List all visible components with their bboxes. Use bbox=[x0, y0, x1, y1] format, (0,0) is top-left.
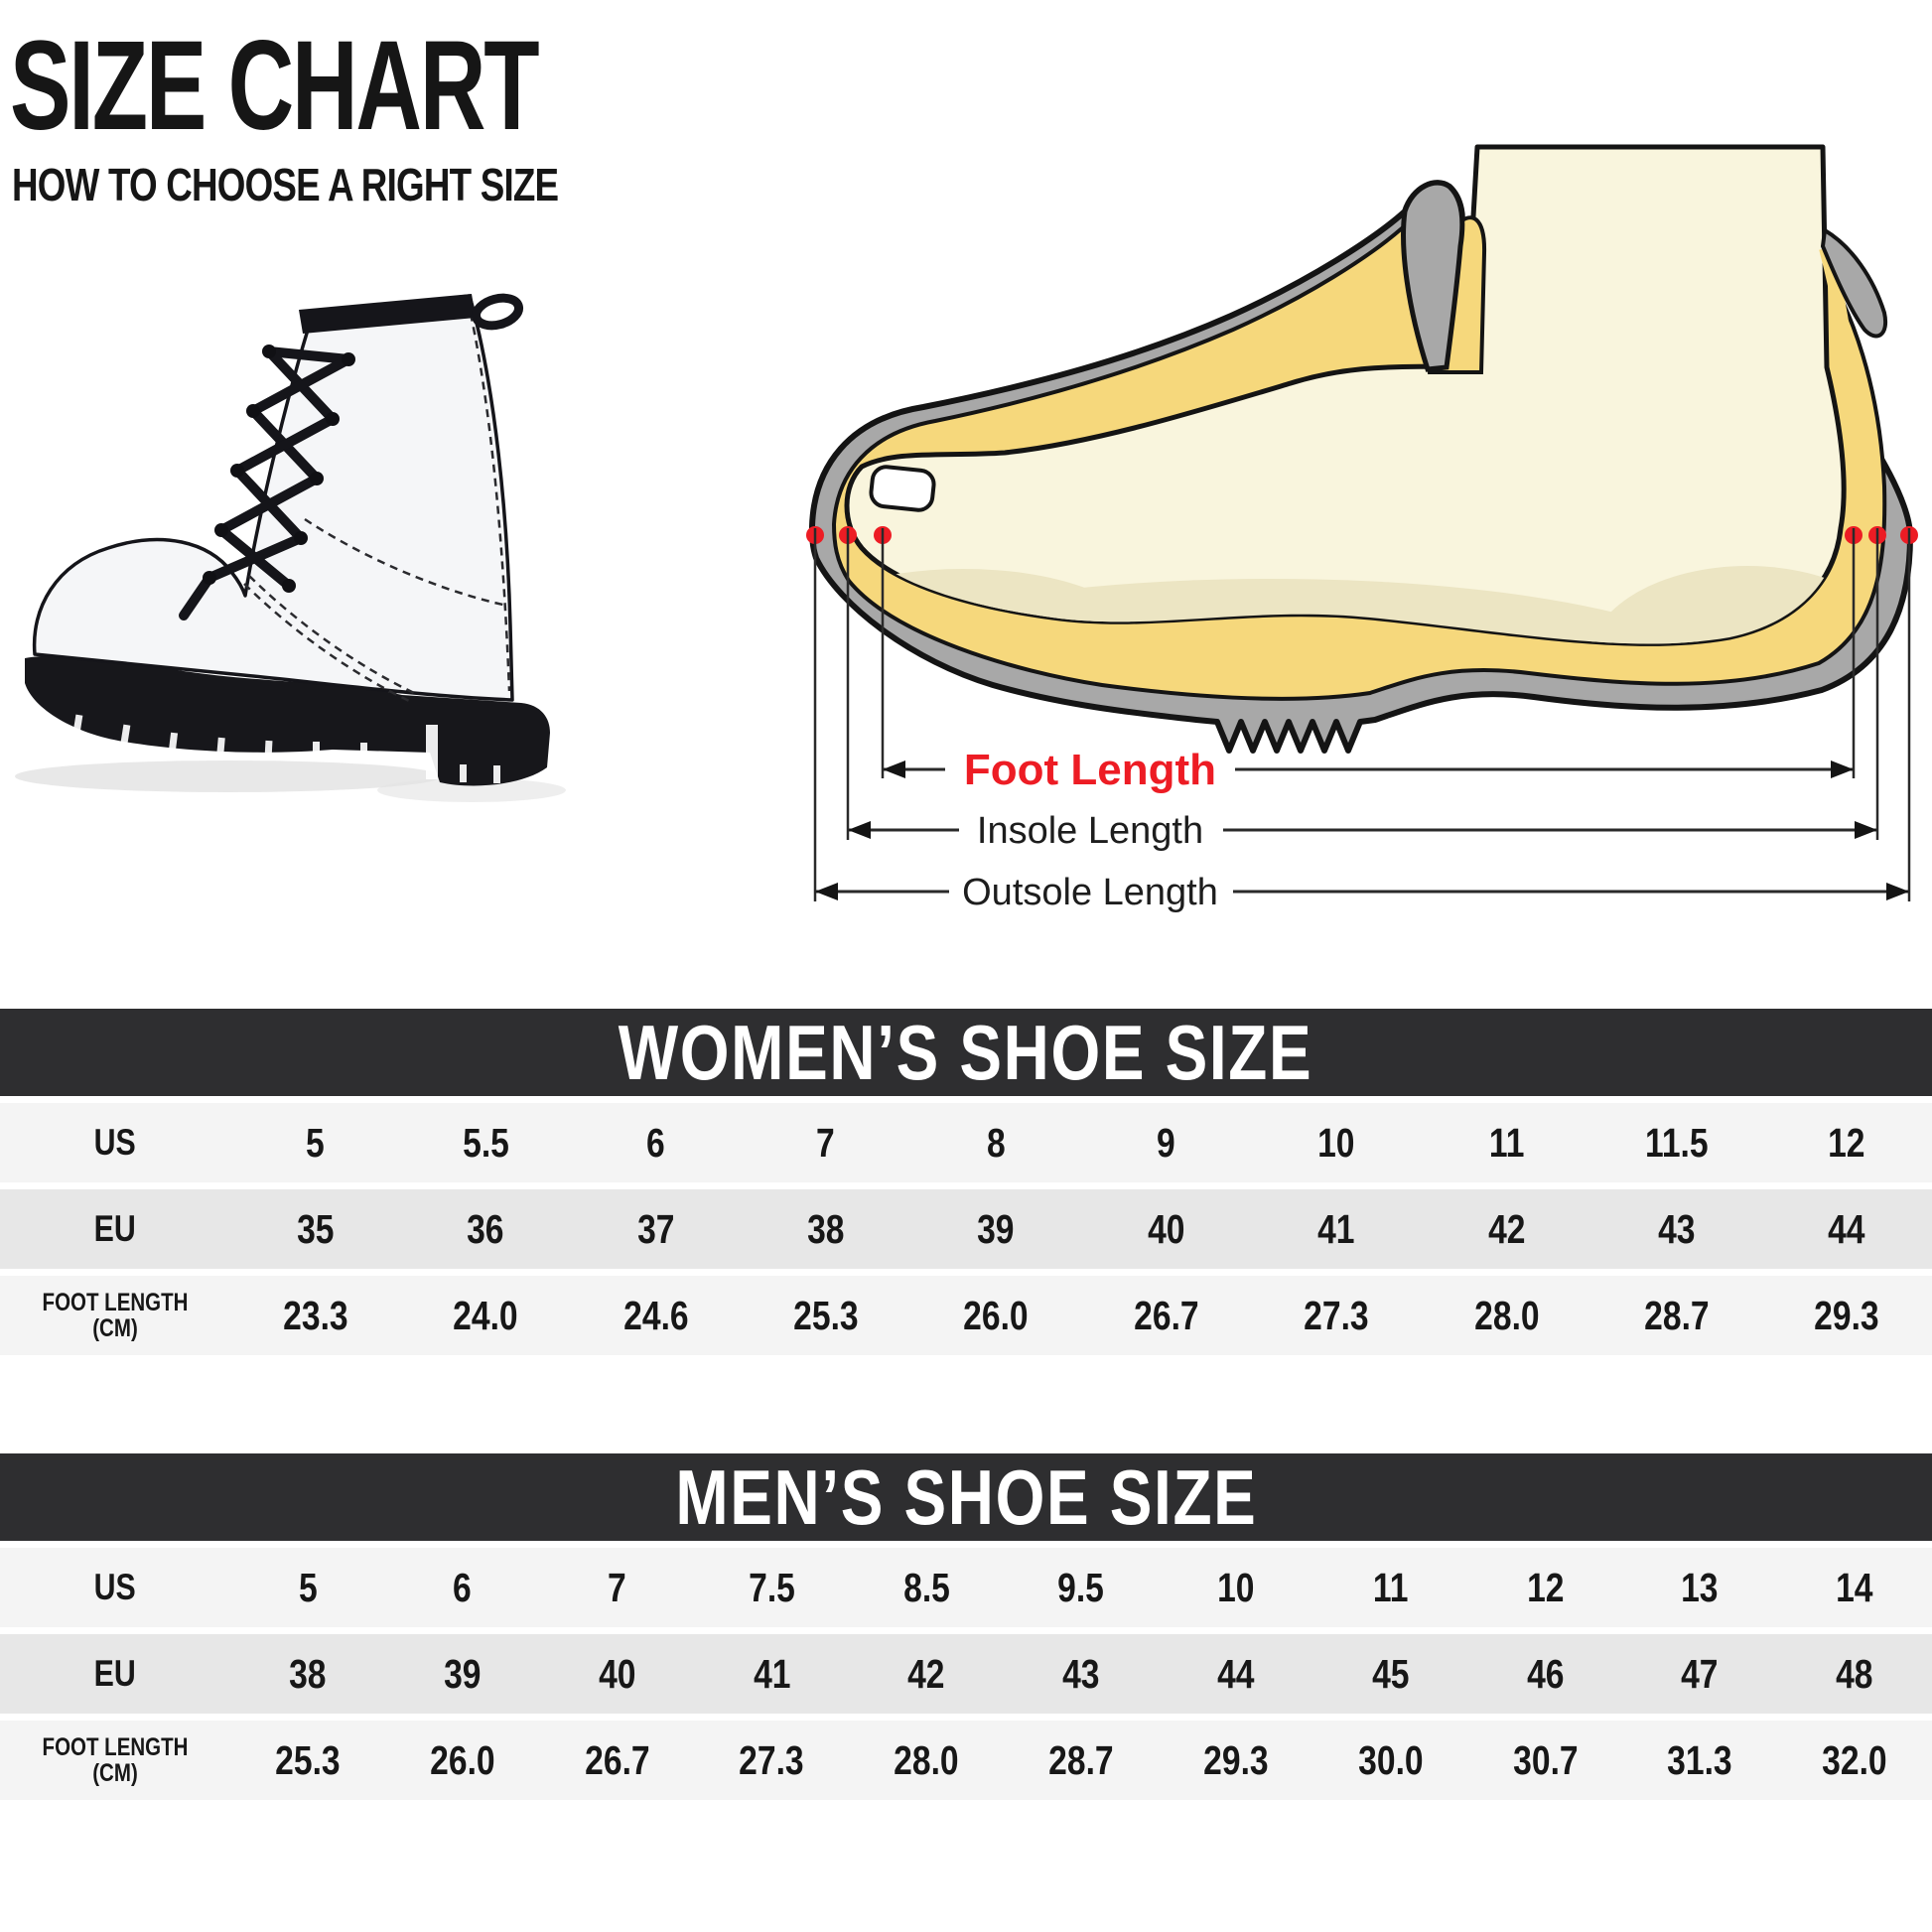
boot-pull-tab bbox=[473, 294, 521, 331]
size-cell: 10 bbox=[1217, 1564, 1255, 1610]
size-cell: 30.0 bbox=[1357, 1736, 1424, 1783]
size-cell: 7 bbox=[816, 1119, 836, 1166]
table-row-us bbox=[0, 1548, 1932, 1627]
size-cell: 39 bbox=[977, 1205, 1015, 1252]
size-cell: 26.7 bbox=[584, 1736, 650, 1783]
size-cell: 41 bbox=[1317, 1205, 1355, 1252]
size-cell: 12 bbox=[1828, 1119, 1865, 1166]
size-cell: 26.0 bbox=[429, 1736, 495, 1783]
size-cell: 28.0 bbox=[894, 1736, 959, 1783]
size-cell: 45 bbox=[1371, 1650, 1410, 1697]
womens-size-table bbox=[0, 1009, 1932, 1362]
size-cell: 25.3 bbox=[793, 1292, 859, 1338]
outsole-length-label: Outsole Length bbox=[962, 872, 1218, 913]
row-label: FOOT LENGTH (CM) bbox=[42, 1732, 189, 1787]
size-cell: 29.3 bbox=[1203, 1736, 1269, 1783]
size-cell: 38 bbox=[807, 1205, 845, 1252]
size-cell: 24.6 bbox=[622, 1292, 689, 1338]
size-cell: 32.0 bbox=[1822, 1736, 1887, 1783]
size-cell: 39 bbox=[444, 1650, 482, 1697]
size-cell: 23.3 bbox=[282, 1292, 348, 1338]
size-cell: 6 bbox=[646, 1119, 665, 1166]
toenail bbox=[870, 466, 935, 511]
size-cell: 13 bbox=[1681, 1564, 1719, 1610]
size-cell: 11.5 bbox=[1645, 1119, 1709, 1166]
size-cell: 9 bbox=[1157, 1119, 1176, 1166]
size-cell: 36 bbox=[467, 1205, 504, 1252]
size-cell: 29.3 bbox=[1814, 1292, 1880, 1338]
size-cell: 28.7 bbox=[1048, 1736, 1114, 1783]
size-cell: 41 bbox=[753, 1650, 791, 1697]
row-label: FOOT LENGTH (CM) bbox=[42, 1288, 189, 1342]
size-cell: 40 bbox=[598, 1650, 636, 1697]
size-cell: 5 bbox=[306, 1119, 326, 1166]
size-cell: 8.5 bbox=[902, 1564, 950, 1610]
foot-length-dimension bbox=[883, 746, 1854, 794]
table-row-foot bbox=[0, 1721, 1932, 1800]
size-cell: 43 bbox=[1062, 1650, 1100, 1697]
size-cell: 27.3 bbox=[1304, 1292, 1369, 1338]
mens-table-title-text: MEN’S SHOE SIZE bbox=[674, 1452, 1258, 1541]
size-cell: 28.7 bbox=[1644, 1292, 1710, 1338]
size-cell: 12 bbox=[1526, 1564, 1565, 1610]
size-cell: 5 bbox=[298, 1564, 318, 1610]
foot-diagram-illustration bbox=[635, 69, 1932, 943]
size-cell: 46 bbox=[1526, 1650, 1565, 1697]
row-label: US bbox=[93, 1122, 137, 1163]
page-subtitle: HOW TO CHOOSE A RIGHT SIZE bbox=[12, 158, 559, 210]
size-cell: 28.0 bbox=[1473, 1292, 1540, 1338]
size-cell: 7 bbox=[608, 1564, 626, 1610]
size-cell: 27.3 bbox=[739, 1736, 805, 1783]
size-cell: 38 bbox=[289, 1650, 327, 1697]
title-block bbox=[10, 15, 743, 211]
size-cell: 44 bbox=[1828, 1205, 1865, 1252]
page-title: SIZE CHART bbox=[10, 15, 538, 157]
row-label: EU bbox=[93, 1208, 137, 1249]
size-cell: 8 bbox=[986, 1119, 1006, 1166]
womens-table-body bbox=[0, 1103, 1932, 1355]
table-row-eu bbox=[0, 1634, 1932, 1714]
size-cell: 14 bbox=[1836, 1564, 1873, 1610]
size-cell: 42 bbox=[907, 1650, 945, 1697]
row-label: EU bbox=[93, 1653, 137, 1694]
size-cell: 47 bbox=[1681, 1650, 1719, 1697]
size-cell: 11 bbox=[1488, 1119, 1525, 1166]
insole-length-dimension bbox=[848, 810, 1877, 852]
insole-length-label: Insole Length bbox=[976, 810, 1204, 852]
size-cell: 10 bbox=[1317, 1119, 1355, 1166]
foot-length-label: Foot Length bbox=[963, 746, 1217, 794]
outsole-length-dimension bbox=[815, 872, 1909, 913]
size-cell: 35 bbox=[296, 1205, 335, 1252]
size-cell: 26.0 bbox=[963, 1292, 1030, 1338]
size-cell: 31.3 bbox=[1667, 1736, 1732, 1783]
foot-measurement-diagram bbox=[635, 69, 1932, 943]
size-cell: 37 bbox=[636, 1205, 675, 1252]
mens-table-title bbox=[0, 1453, 1932, 1541]
boot-shadow bbox=[15, 760, 442, 792]
womens-table-title bbox=[0, 1009, 1932, 1096]
table-row-eu bbox=[0, 1189, 1932, 1269]
size-cell: 6 bbox=[453, 1564, 473, 1610]
size-cell: 11 bbox=[1372, 1564, 1409, 1610]
size-cell: 9.5 bbox=[1057, 1564, 1105, 1610]
size-cell: 7.5 bbox=[748, 1564, 795, 1610]
boot-illustration bbox=[5, 266, 586, 812]
mens-size-table bbox=[0, 1453, 1932, 1807]
size-cell: 43 bbox=[1658, 1205, 1696, 1252]
size-cell: 42 bbox=[1487, 1205, 1526, 1252]
size-cell: 25.3 bbox=[275, 1736, 341, 1783]
boot-product-image bbox=[5, 266, 586, 812]
table-row-foot bbox=[0, 1276, 1932, 1355]
row-label: US bbox=[93, 1567, 137, 1607]
size-cell: 44 bbox=[1217, 1650, 1255, 1697]
size-cell: 30.7 bbox=[1512, 1736, 1579, 1783]
size-cell: 5.5 bbox=[462, 1119, 509, 1166]
womens-table-title-text: WOMEN’S SHOE SIZE bbox=[619, 1008, 1313, 1096]
size-cell: 24.0 bbox=[453, 1292, 518, 1338]
table-row-us bbox=[0, 1103, 1932, 1182]
size-cell: 48 bbox=[1836, 1650, 1873, 1697]
size-cell: 40 bbox=[1147, 1205, 1185, 1252]
mens-table-body bbox=[0, 1548, 1932, 1800]
size-cell: 26.7 bbox=[1133, 1292, 1199, 1338]
